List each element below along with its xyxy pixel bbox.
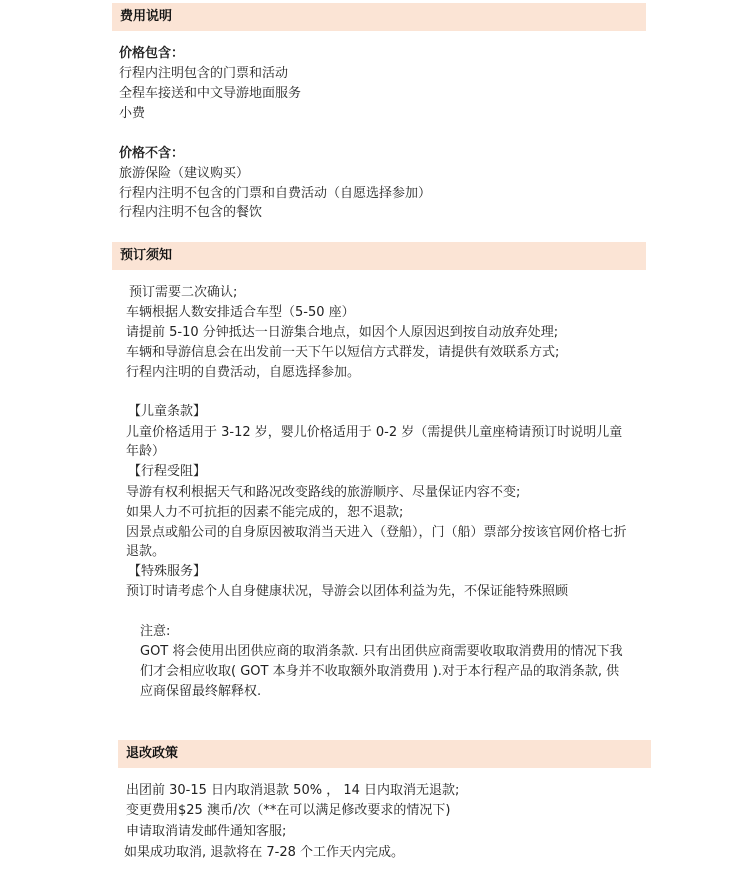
blocked-line: 退款。: [126, 544, 166, 559]
fee-section-header: 费用说明: [112, 3, 646, 31]
excluded-item: 行程内注明不包含的门票和自费活动（自愿选择参加）: [119, 186, 432, 201]
blocked-line: 因景点或船公司的自身原因被取消当天进入（登船），门（船）票部分按该官网价格七折: [126, 525, 627, 540]
included-item: 全程车接送和中文导游地面服务: [119, 86, 302, 101]
child-policy-line: 年龄）: [126, 444, 166, 459]
blocked-heading: 【行程受阻】: [128, 464, 207, 479]
booking-line: 车辆根据人数安排适合车型（5-50 座）: [126, 305, 355, 320]
excluded-item: 旅游保险（建议购买）: [119, 166, 250, 181]
refund-line: 如果成功取消, 退款将在 7-28 个工作天内完成。: [124, 845, 405, 860]
included-item: 行程内注明包含的门票和活动: [119, 66, 289, 81]
included-heading: 价格包含：: [119, 46, 185, 61]
note-heading: 注意:: [140, 624, 171, 639]
booking-line: 请提前 5-10 分钟抵达一日游集合地点，如因个人原因迟到按自动放弃处理;: [126, 325, 559, 340]
child-policy-line: 儿童价格适用于 3-12 岁，婴儿价格适用于 0-2 岁（需提供儿童座椅请预订时说明儿童: [126, 425, 623, 440]
note-line: GOT 将会使用出团供应商的取消条款. 只有出团供应商需要收取取消费用的情况下我: [140, 644, 623, 659]
refund-line: 申请取消请发邮件通知客服;: [126, 824, 287, 839]
blocked-line: 导游有权利根据天气和路况改变路线的旅游顺序、尽量保证内容不变;: [126, 485, 521, 500]
blocked-line: 如果人力不可抗拒的因素不能完成的，恕不退款;: [126, 505, 404, 520]
booking-line: 预订需要二次确认;: [129, 285, 238, 300]
refund-line: 出团前 30-15 日内取消退款 50% ， 14 日内取消无退款;: [126, 783, 460, 798]
included-item: 小费: [119, 106, 146, 121]
booking-line: 行程内注明的自费活动，自愿选择参加。: [126, 365, 361, 380]
note-line: 应商保留最终解释权.: [140, 684, 262, 699]
refund-section-header: 退改政策: [118, 740, 651, 768]
excluded-item: 行程内注明不包含的餐饮: [119, 205, 263, 220]
refund-line: 变更费用$25 澳币/次（**在可以满足修改要求的情况下): [126, 803, 451, 818]
note-line: 们才会相应收取( GOT 本身并不收取额外取消费用 ).对于本行程产品的取消条款, 供: [140, 664, 620, 679]
special-service-heading: 【特殊服务】: [128, 564, 207, 579]
child-policy-heading: 【儿童条款】: [128, 404, 207, 419]
excluded-heading: 价格不含：: [119, 146, 185, 161]
booking-section-header: 预订须知: [112, 242, 646, 270]
booking-line: 车辆和导游信息会在出发前一天下午以短信方式群发，请提供有效联系方式;: [126, 345, 560, 360]
special-service-line: 预订时请考虑个人自身健康状况，导游会以团体利益为先，不保证能特殊照顾: [126, 584, 569, 599]
